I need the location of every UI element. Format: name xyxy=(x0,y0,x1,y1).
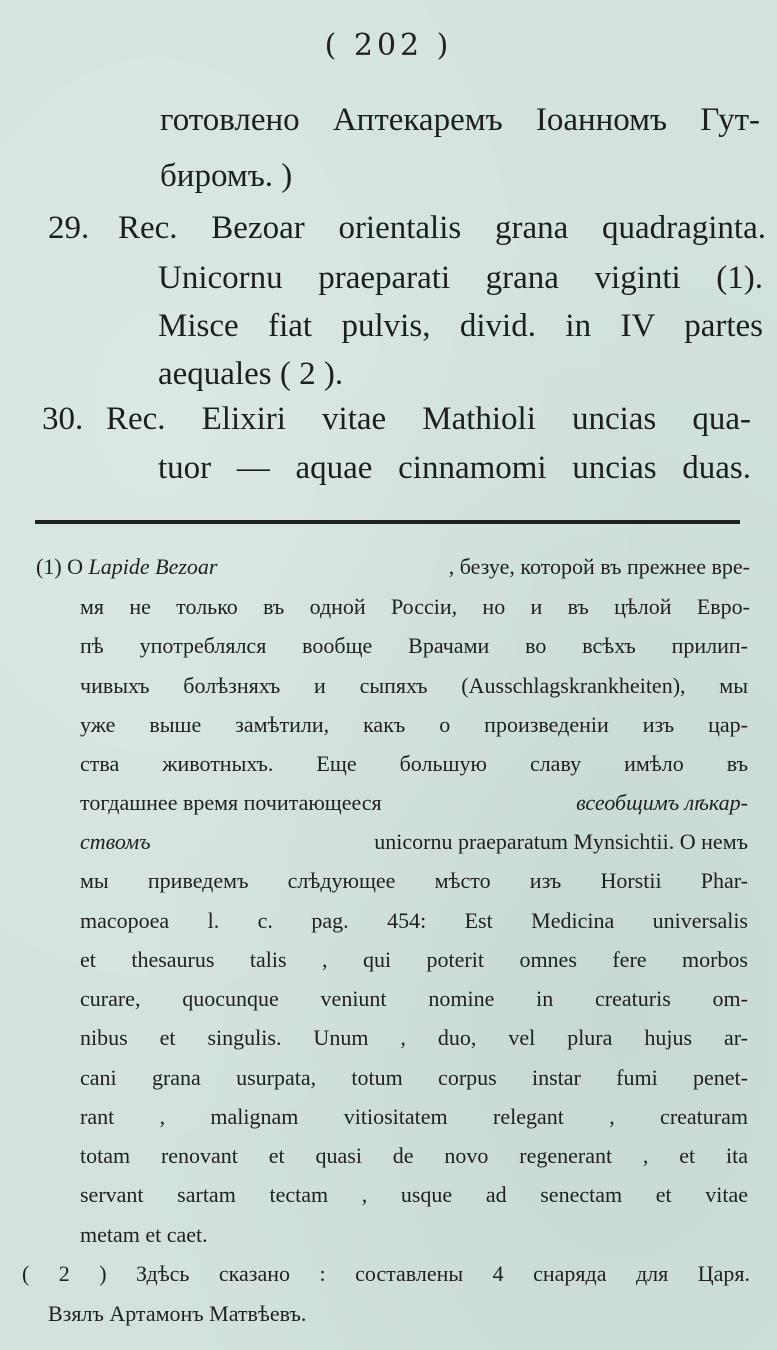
page-number: ( 202 ) xyxy=(324,28,453,63)
footnote-1-line-11: et thesaurus talis , qui poterit omnes fere morbos xyxy=(80,947,748,972)
entry-30-line-1: Rec. Elixiri vitae Mathioli uncias qua- xyxy=(106,401,751,437)
entry-29-number: 29. xyxy=(48,210,90,246)
footnote-1-term: Lapide Bezoar xyxy=(88,554,218,579)
footnote-1-line-18: metam et caet. xyxy=(80,1222,208,1247)
entry-29-line-2: Unicornu praeparati grana viginti (1). xyxy=(158,260,763,296)
footnote-1-line-5: уже выше замѣтили, какъ о произведеніи изъ цар- xyxy=(80,712,748,737)
footnote-2-line-2: Взялъ Артамонъ Матвѣевъ. xyxy=(48,1301,307,1326)
footnote-1-line-3: пѣ употреблялся вообще Врачами во всѣхъ прилип- xyxy=(80,633,748,658)
footnote-1-line-12: curare, quocunque veniunt nomine in creaturis om- xyxy=(80,986,748,1011)
main-line-2: биромъ. ) xyxy=(160,158,293,194)
footnote-1-line-15: rant , malignam vitiositatem relegant , creaturam xyxy=(80,1104,748,1129)
footnote-divider xyxy=(35,520,740,524)
footnote-2-line-1: ( 2 ) Здѣсь сказано : составлены 4 снаряда для Царя. xyxy=(22,1261,750,1286)
entry-30-line-2: tuor — aquae cinnamomi uncias duas. xyxy=(158,450,751,486)
entry-29-line-1: Rec. Bezoar orientalis grana quadraginta. xyxy=(118,210,766,246)
footnote-1-line-16: totam renovant et quasi de novo regenerant , et ita xyxy=(80,1143,748,1168)
footnote-1-line-8: ствомъ unicornu praeparatum Mynsichtii. О немъ xyxy=(80,829,748,854)
main-line-1: готовлено Аптекаремъ Іоанномъ Гут- xyxy=(160,102,760,138)
entry-29-line-4: aequales ( 2 ). xyxy=(158,356,344,392)
footnote-1-emphasis-cont: ствомъ xyxy=(80,829,151,854)
footnote-1-line-13: nibus et singulis. Unum , duo, vel plura hujus ar- xyxy=(80,1025,748,1050)
footnote-1-marker: (1) xyxy=(36,554,62,579)
footnote-1-line-4: чивыхъ болѣзняхъ и сыпяхъ (Ausschlagskrankheiten), мы xyxy=(80,673,748,698)
footnote-1-emphasis: всеобщимъ лѣкар- xyxy=(576,790,748,815)
footnote-1-line-7: тогдашнее время почитающееся всеобщимъ лѣкар- xyxy=(80,790,748,815)
footnote-1-line-10: macopoea l. c. pag. 454: Est Medicina universalis xyxy=(80,908,748,933)
footnote-1-line-1: (1) О Lapide Bezoar , безуе, которой въ прежнее вре- xyxy=(36,554,750,579)
entry-29-line-3: Misce fiat pulvis, divid. in IV partes xyxy=(158,308,763,344)
footnote-1-line-9: мы приведемъ слѣдующее мѣсто изъ Horstii Phar- xyxy=(80,868,748,893)
entry-30-number: 30. xyxy=(42,401,84,437)
footnote-1-line-17: servant sartam tectam , usque ad senectam et vitae xyxy=(80,1182,748,1207)
footnote-1-line-2: мя не только въ одной Россіи, но и въ цѣлой Евро- xyxy=(80,594,750,619)
footnote-1-line-14: cani grana usurpata, totum corpus instar fumi penet- xyxy=(80,1065,748,1090)
footnote-1-line-6: ства животныхъ. Еще большую славу имѣло въ xyxy=(80,751,748,776)
